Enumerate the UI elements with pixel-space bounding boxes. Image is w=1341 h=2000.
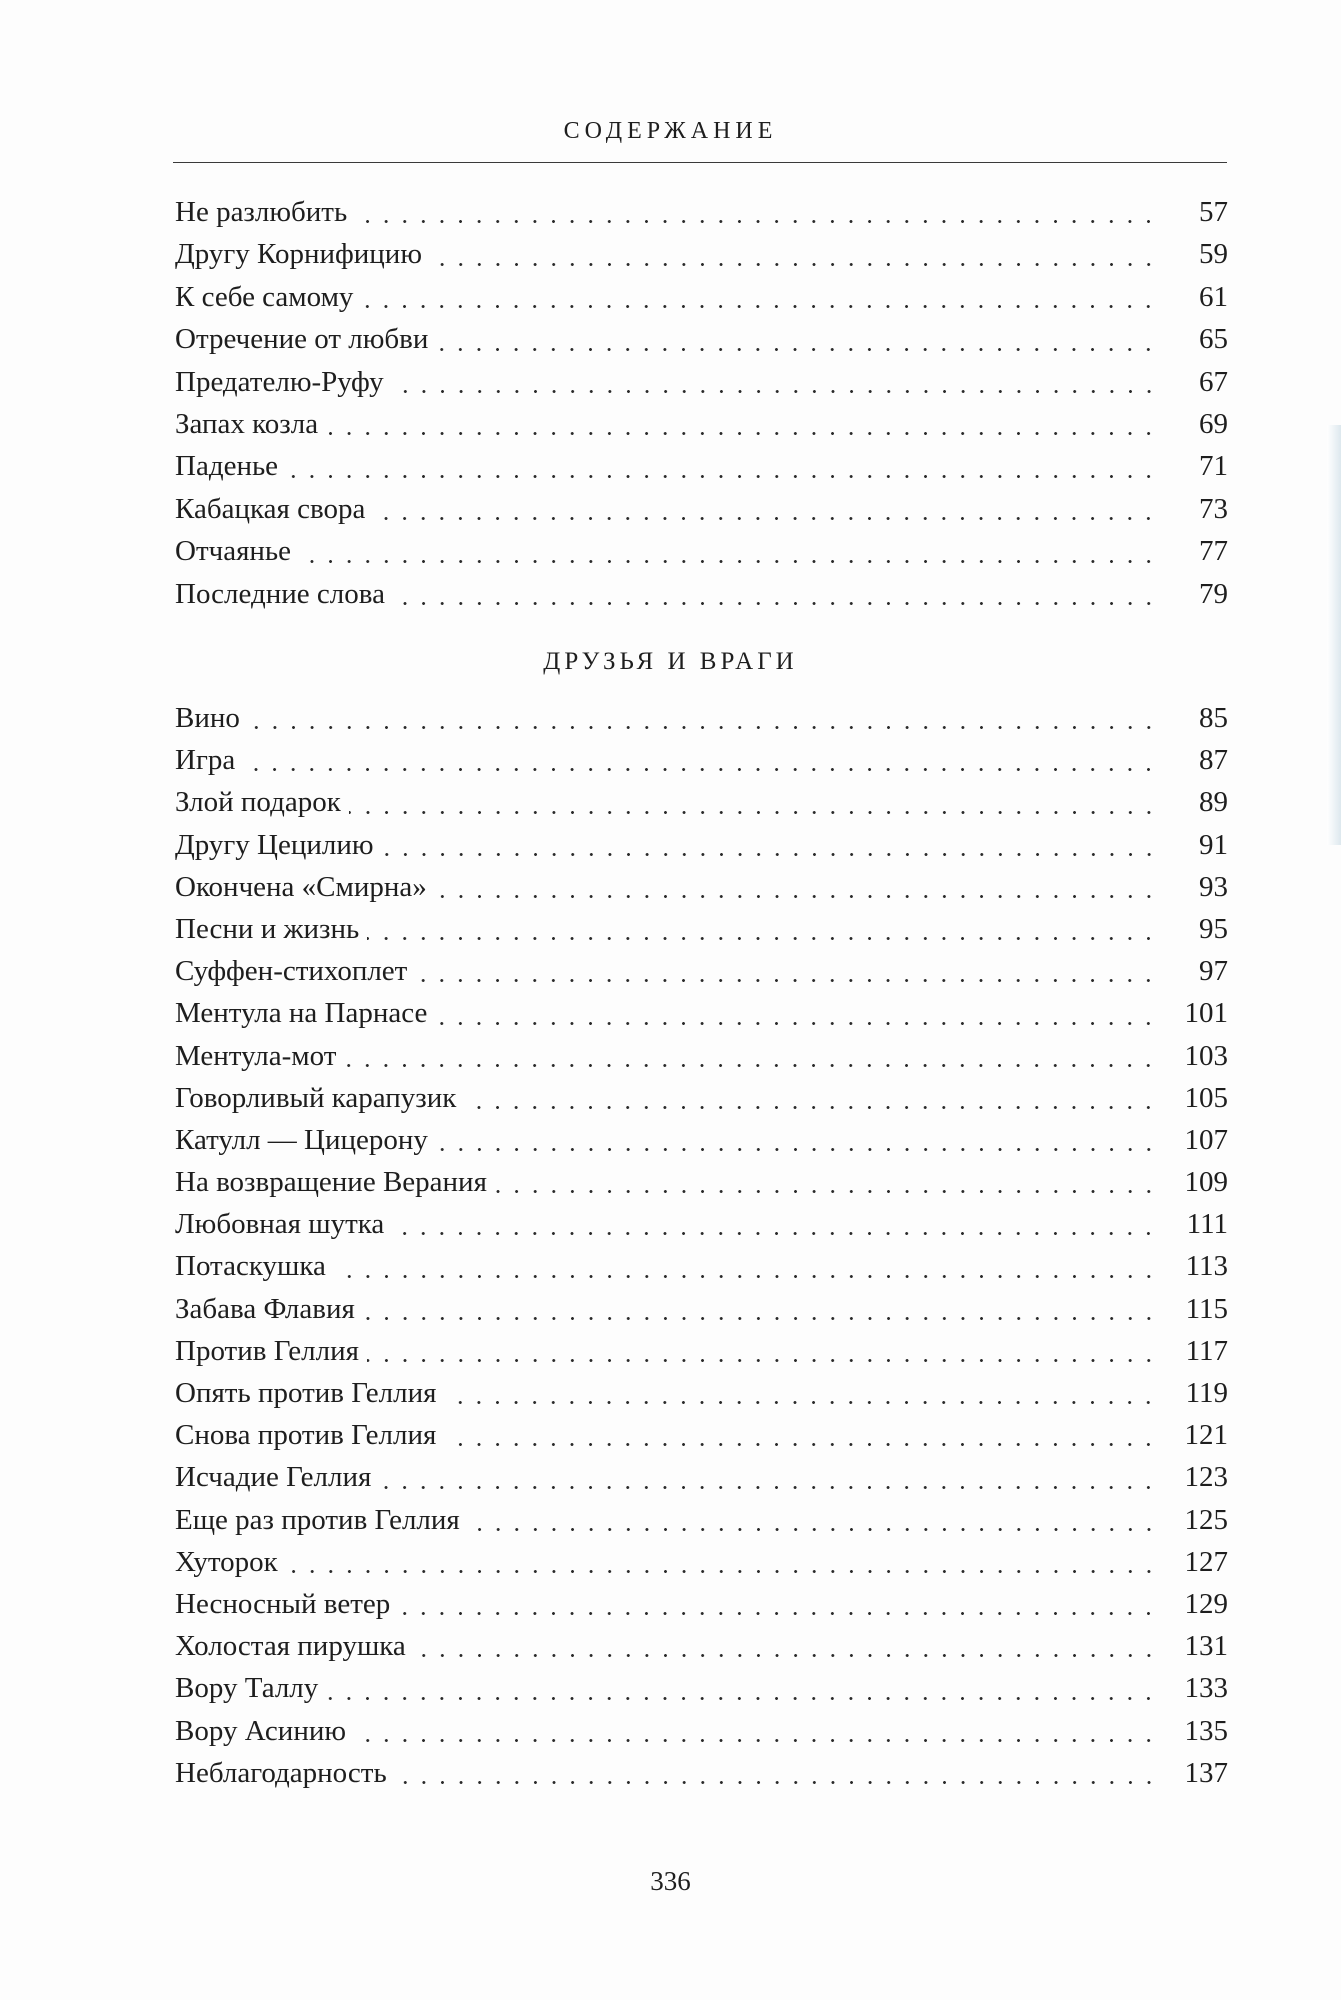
- toc-entry-page: 107: [1184, 1123, 1228, 1156]
- toc-entry-page: 105: [1184, 1081, 1228, 1114]
- toc-entry-title: Вору Асинию: [175, 1714, 347, 1747]
- toc-entry-page: 137: [1184, 1756, 1228, 1789]
- dot-leader: [395, 1781, 1158, 1784]
- toc-entry-title: Другу Цецилию: [175, 828, 374, 861]
- toc-entry: [175, 950, 1228, 992]
- toc-entry-page: 129: [1184, 1587, 1228, 1620]
- toc-entry-page: 57: [1199, 196, 1228, 228]
- toc-entry-title: Другу Корнифицию: [175, 238, 422, 271]
- toc-entry-page: 123: [1184, 1461, 1228, 1494]
- toc-entry-page: 115: [1185, 1292, 1228, 1325]
- toc-entry: [175, 866, 1228, 908]
- toc-entry: [175, 318, 1228, 360]
- dot-leader: [435, 1022, 1158, 1025]
- dot-leader: [495, 1190, 1158, 1193]
- toc-entry-title: Суффен-стихоплет: [175, 955, 408, 988]
- toc-entry-page: 133: [1184, 1672, 1228, 1705]
- toc-entry-title: Ментула-мот: [175, 1039, 337, 1072]
- dot-leader: [326, 432, 1158, 435]
- dot-leader: [444, 1443, 1158, 1446]
- toc-entry-title: Игра: [175, 744, 236, 777]
- toc-entry: [175, 1541, 1228, 1583]
- dot-leader: [392, 390, 1158, 393]
- toc-entry-page: 109: [1184, 1166, 1228, 1199]
- toc-entry: [175, 1288, 1228, 1330]
- toc-entry-page: 103: [1184, 1039, 1228, 1072]
- dot-leader: [393, 602, 1158, 605]
- toc-entry: [175, 1456, 1228, 1498]
- toc-entry-page: 135: [1184, 1714, 1228, 1747]
- running-head: СОДЕРЖАНИЕ: [563, 118, 778, 144]
- toc-entry-title: Песни и жизнь: [175, 912, 360, 945]
- toc-entry-title: Кабацкая свора: [175, 492, 366, 525]
- toc-entry: [175, 403, 1228, 445]
- header-rule: [173, 162, 1227, 163]
- toc-entry-page: 117: [1185, 1334, 1228, 1367]
- toc-entry: [175, 1077, 1228, 1119]
- dot-leader: [398, 1612, 1158, 1615]
- dot-leader: [286, 475, 1158, 478]
- toc-entry-page: 91: [1199, 828, 1228, 861]
- page-edge-shadow: [1327, 425, 1341, 845]
- toc-entry-title: Отречение от любви: [175, 323, 429, 356]
- toc-entry: [175, 530, 1228, 572]
- toc-entry: [175, 1372, 1228, 1414]
- toc-entry: [175, 1752, 1228, 1794]
- dot-leader: [344, 1064, 1158, 1067]
- toc-entry-title: Вору Таллу: [175, 1672, 319, 1705]
- toc-entry-title: Катулл — Цицерону: [175, 1123, 428, 1156]
- section-heading: ДРУЗЬЯ И ВРАГИ: [543, 648, 798, 675]
- dot-leader: [286, 1570, 1158, 1573]
- toc-entry-title: Исчадие Геллия: [175, 1461, 372, 1494]
- dot-leader: [414, 1654, 1158, 1657]
- toc-entry-title: Хуторок: [175, 1545, 278, 1578]
- toc-entry-page: 125: [1184, 1503, 1228, 1536]
- toc-entry-page: 95: [1199, 912, 1228, 945]
- toc-entry-title: Несносный ветер: [175, 1587, 391, 1620]
- toc-entry-title: Потаскушка: [175, 1250, 326, 1283]
- toc-entry-title: Предателю-Руфу: [175, 365, 384, 398]
- toc-entry-title: Опять против Геллия: [175, 1377, 437, 1409]
- toc-entry-page: 113: [1185, 1250, 1228, 1283]
- dot-leader: [430, 263, 1158, 266]
- toc-entry-title: Снова против Геллия: [175, 1419, 437, 1452]
- toc-entry-title: Ментула на Парнасе: [175, 997, 428, 1030]
- dot-leader: [435, 895, 1158, 898]
- toc-entry-page: 67: [1199, 365, 1228, 398]
- toc-entry-page: 89: [1199, 786, 1228, 819]
- toc-entry: [175, 445, 1228, 487]
- toc-entry-title: Запах козла: [175, 407, 319, 440]
- toc-entry: [175, 1499, 1228, 1541]
- toc-entry: [175, 361, 1228, 403]
- dot-leader: [436, 1148, 1158, 1151]
- dot-leader: [367, 937, 1158, 940]
- toc-entry-page: 73: [1199, 492, 1228, 525]
- dot-leader: [392, 1232, 1158, 1235]
- toc-entry: [175, 1119, 1228, 1161]
- page-number: 336: [650, 1866, 691, 1896]
- toc-entry-page: 127: [1184, 1545, 1228, 1578]
- dot-leader: [436, 348, 1158, 351]
- toc-entry-page: 59: [1199, 238, 1228, 271]
- toc-entry: [175, 1035, 1228, 1077]
- dot-leader: [382, 853, 1158, 856]
- dot-leader: [243, 768, 1158, 771]
- dot-leader: [354, 1739, 1158, 1742]
- toc-entry: [175, 824, 1228, 866]
- toc-entry: [175, 1667, 1228, 1709]
- toc-entry-page: 131: [1184, 1630, 1228, 1663]
- dot-leader: [379, 1486, 1158, 1489]
- toc-entry-page: 97: [1199, 955, 1228, 988]
- toc-entry-title: Говорливый карапузик: [175, 1081, 457, 1114]
- toc-entry: [175, 1330, 1228, 1372]
- toc-entry: [175, 908, 1228, 950]
- toc-entry: [175, 233, 1228, 275]
- toc-entry-page: 79: [1199, 577, 1228, 610]
- toc-entry-page: 93: [1199, 870, 1228, 903]
- dot-leader: [363, 1317, 1158, 1320]
- toc-list-top: [175, 191, 1228, 615]
- toc-entry-page: 61: [1199, 280, 1228, 313]
- dot-leader: [248, 726, 1158, 729]
- toc-entry-page: 71: [1199, 450, 1228, 483]
- toc-entry-page: 111: [1186, 1208, 1228, 1241]
- toc-entry: [175, 1710, 1228, 1752]
- dot-leader: [349, 811, 1158, 814]
- dot-leader: [464, 1106, 1158, 1109]
- toc-entry: [175, 1161, 1228, 1203]
- toc-entry-title: Еще раз против Геллия: [175, 1503, 460, 1536]
- toc-entry: [175, 1203, 1228, 1245]
- toc-entry-title: Злой подарок: [175, 786, 341, 819]
- toc-entry: [175, 191, 1228, 233]
- toc-entry-title: Против Геллия: [175, 1334, 359, 1367]
- dot-leader: [355, 220, 1158, 223]
- toc-entry-title: Вино: [175, 702, 240, 734]
- toc-entry-title: Забава Флавия: [175, 1292, 355, 1325]
- toc-entry-page: 65: [1199, 323, 1228, 356]
- toc-entry-title: Неблагодарность: [175, 1756, 387, 1789]
- dot-leader: [373, 517, 1158, 520]
- toc-entry-title: Окончена «Смирна»: [175, 870, 427, 903]
- toc-list-section: [175, 697, 1228, 1794]
- toc-entry: [175, 1245, 1228, 1287]
- toc-entry-title: Холостая пирушка: [175, 1630, 406, 1663]
- toc-entry-title: Последние слова: [175, 577, 385, 610]
- toc-entry-page: 85: [1199, 702, 1228, 734]
- toc-entry-title: Паденье: [175, 450, 279, 483]
- toc-entry: [175, 739, 1228, 781]
- dot-leader: [444, 1401, 1158, 1404]
- toc-entry: [175, 781, 1228, 823]
- toc-entry-page: 119: [1185, 1377, 1228, 1409]
- toc-entry: [175, 1625, 1228, 1667]
- toc-entry: [175, 1414, 1228, 1456]
- dot-leader: [326, 1697, 1158, 1700]
- toc-entry: [175, 488, 1228, 530]
- toc-entry: [175, 276, 1228, 318]
- toc-entry: [175, 1583, 1228, 1625]
- dot-leader: [415, 979, 1158, 982]
- toc-entry-title: Любовная шутка: [175, 1208, 385, 1241]
- toc-entry-page: 87: [1199, 744, 1228, 777]
- toc-entry-title: На возвращение Верания: [175, 1166, 487, 1199]
- toc-entry-page: 121: [1184, 1419, 1228, 1452]
- dot-leader: [334, 1275, 1158, 1278]
- toc-entry-page: 77: [1199, 535, 1228, 568]
- toc-entry-title: Отчаянье: [175, 535, 292, 568]
- dot-leader: [299, 560, 1158, 563]
- dot-leader: [367, 1359, 1158, 1362]
- toc-entry-title: К себе самому: [175, 280, 354, 313]
- toc-entry-page: 101: [1184, 997, 1228, 1030]
- toc-entry: [175, 992, 1228, 1034]
- toc-entry: [175, 573, 1228, 615]
- toc-entry-page: 69: [1199, 407, 1228, 440]
- toc-entry-title: Не разлюбить: [175, 196, 348, 228]
- dot-leader: [468, 1528, 1158, 1531]
- toc-entry: [175, 697, 1228, 739]
- dot-leader: [361, 305, 1158, 308]
